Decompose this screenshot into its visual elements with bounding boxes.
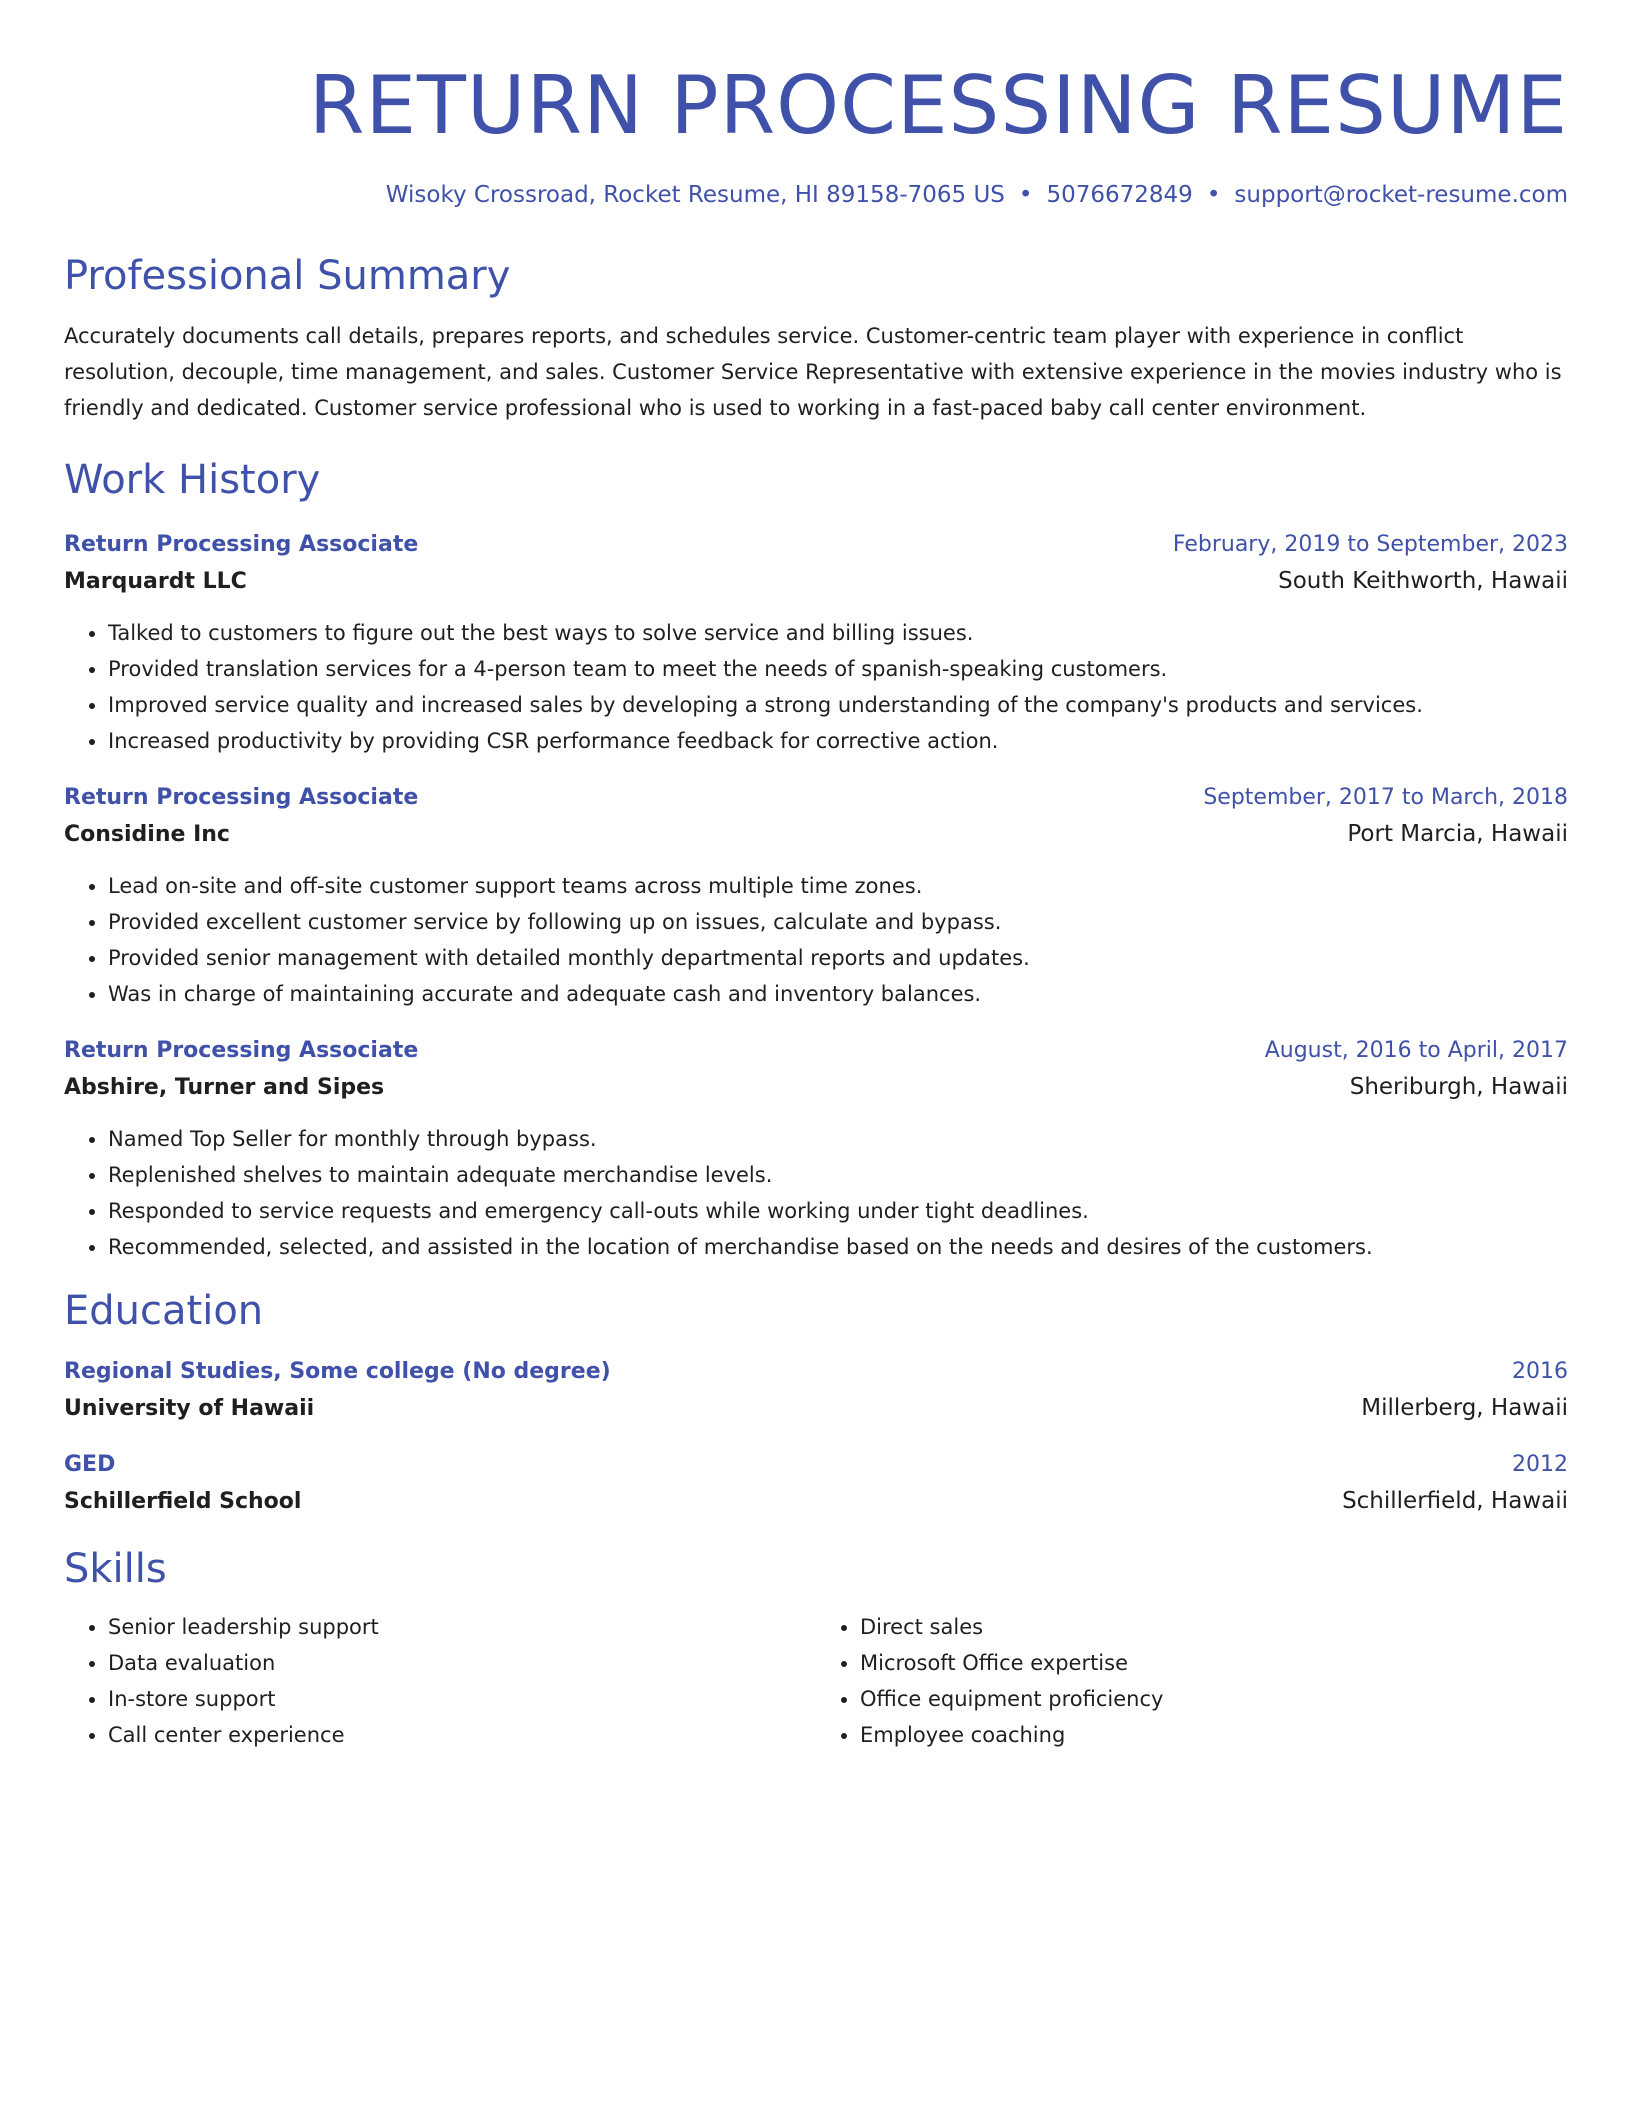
- list-item: • Replenished shelves to maintain adequate merchandise levels.: [108, 1157, 1568, 1193]
- education-year: 2016: [1512, 1359, 1568, 1384]
- education-degree: GED: [64, 1452, 116, 1477]
- job-company: Considine Inc: [64, 822, 230, 847]
- education-heading: Education: [64, 1288, 264, 1334]
- skills-column-right: [816, 1609, 1568, 1753]
- list-item: • Direct sales: [860, 1609, 1568, 1645]
- list-item: • Was in charge of maintaining accurate and adequate cash and inventory balances.: [108, 976, 1568, 1012]
- list-item: • Named Top Seller for monthly through bypass.: [108, 1121, 1568, 1157]
- job-location: Port Marcia, Hawaii: [1347, 821, 1568, 847]
- summary-text: Accurately documents call details, prepares reports, and schedules service. Customer-centric team player with experience in conflict resolution, decouple, time management, and sales. Customer Service Representative with extensive experience in the movies industry who is friendly and dedicated. Customer service professional who is used to working in a fast-paced baby call center environment.: [64, 324, 1562, 420]
- list-item: • Recommended, selected, and assisted in the location of merchandise based on the needs and desires of the customers.: [108, 1229, 1568, 1265]
- job-bullets: [64, 1121, 1568, 1265]
- job-role: Return Processing Associate: [64, 532, 419, 557]
- list-item: • Provided translation services for a 4-person team to meet the needs of spanish-speaking customers.: [108, 651, 1568, 687]
- job-location: South Keithworth, Hawaii: [1278, 568, 1568, 594]
- education-location: Schillerfield, Hawaii: [1342, 1488, 1568, 1514]
- job-role: Return Processing Associate: [64, 785, 419, 810]
- list-item: • Call center experience: [108, 1717, 816, 1753]
- job-bullets: [64, 615, 1568, 759]
- list-item: • Senior leadership support: [108, 1609, 816, 1645]
- list-item: • Provided senior management with detailed monthly departmental reports and updates.: [108, 940, 1568, 976]
- list-item: • Talked to customers to figure out the best ways to solve service and billing issues.: [108, 615, 1568, 651]
- list-item: • Responded to service requests and emergency call-outs while working under tight deadlines.: [108, 1193, 1568, 1229]
- education-school: Schillerfield School: [64, 1489, 302, 1514]
- summary-heading: Professional Summary: [64, 253, 511, 299]
- list-item: • Data evaluation: [108, 1645, 816, 1681]
- list-item: • Employee coaching: [860, 1717, 1568, 1753]
- contact-separator: •: [1206, 182, 1221, 208]
- job-entry: [64, 1034, 1568, 1265]
- education-school: University of Hawaii: [64, 1396, 315, 1421]
- job-entry: [64, 528, 1568, 759]
- list-item: • Microsoft Office expertise: [860, 1645, 1568, 1681]
- job-entry: [64, 781, 1568, 1012]
- contact-address: Wisoky Crossroad, Rocket Resume, HI 89158-7065 US: [385, 182, 1005, 208]
- job-company: Marquardt LLC: [64, 569, 247, 594]
- list-item: • Provided excellent customer service by following up on issues, calculate and bypass.: [108, 904, 1568, 940]
- education-entry: [64, 1355, 1568, 1428]
- education-year: 2012: [1512, 1452, 1568, 1477]
- job-dates: September, 2017 to March, 2018: [1203, 785, 1568, 810]
- job-company: Abshire, Turner and Sipes: [64, 1075, 385, 1100]
- job-dates: February, 2019 to September, 2023: [1172, 532, 1568, 557]
- resume-header: [64, 56, 1568, 210]
- list-item: • Increased productivity by providing CSR performance feedback for corrective action.: [108, 723, 1568, 759]
- list-item: • Office equipment proficiency: [860, 1681, 1568, 1717]
- work-history-heading: Work History: [64, 457, 321, 503]
- contact-line: [64, 180, 1568, 210]
- education-location: Millerberg, Hawaii: [1361, 1395, 1568, 1421]
- contact-email[interactable]: support@rocket-resume.com: [1234, 182, 1568, 208]
- education-degree: Regional Studies, Some college (No degree): [64, 1359, 611, 1384]
- job-bullets: [64, 868, 1568, 1012]
- education-entry: [64, 1448, 1568, 1521]
- list-item: • In-store support: [108, 1681, 816, 1717]
- skills-list: [64, 1609, 1568, 1753]
- skills-heading: Skills: [64, 1546, 167, 1592]
- list-item: • Improved service quality and increased sales by developing a strong understanding of the company's products and services.: [108, 687, 1568, 723]
- job-location: Sheriburgh, Hawaii: [1349, 1074, 1568, 1100]
- job-dates: August, 2016 to April, 2017: [1264, 1038, 1568, 1063]
- resume-title: RETURN PROCESSING RESUME: [308, 59, 1568, 152]
- contact-separator: •: [1018, 182, 1033, 208]
- skills-column-left: [64, 1609, 816, 1753]
- job-role: Return Processing Associate: [64, 1038, 419, 1063]
- list-item: • Lead on-site and off-site customer support teams across multiple time zones.: [108, 868, 1568, 904]
- contact-phone: 5076672849: [1046, 182, 1193, 208]
